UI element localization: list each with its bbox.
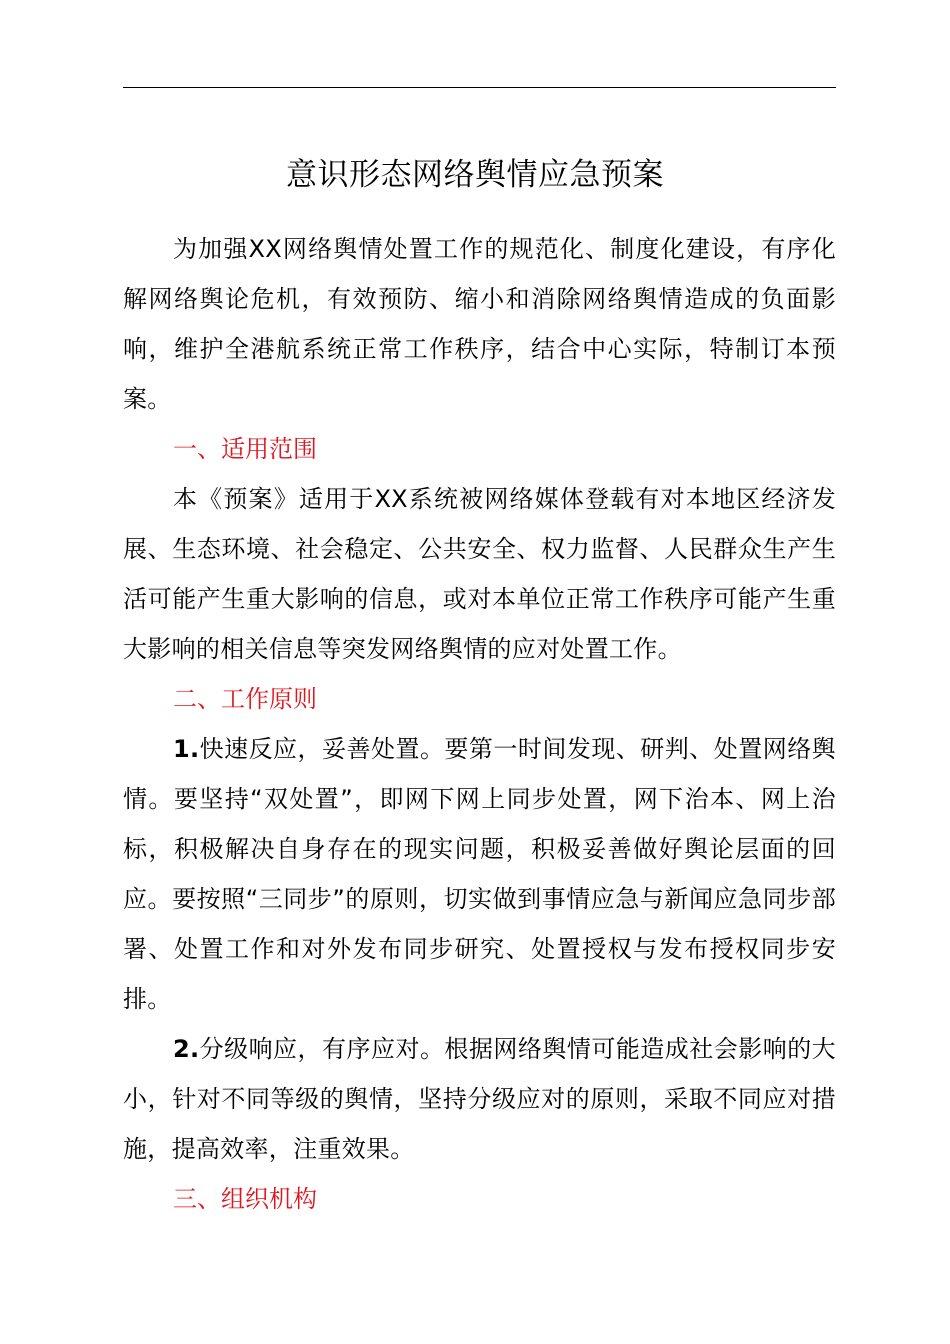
document-body — [123, 224, 836, 1224]
section-heading-scope: 一、适用范围 — [173, 435, 317, 463]
section-heading-organization: 三、组织机构 — [173, 1185, 317, 1213]
principle-number: 2. — [173, 1035, 200, 1063]
section-heading-principles: 二、工作原则 — [173, 685, 317, 713]
intro-paragraph: 为加强XX网络舆情处置工作的规范化、制度化建设，有序化解网络舆论危机，有效预防、缩小和消除网络舆情造成的负面影响，维护全港航系统正常工作秩序，结合中心实际，特制订本预案。 — [123, 235, 836, 413]
principle-item — [123, 724, 836, 1024]
document-title: 意识形态网络舆情应急预案 — [286, 157, 664, 193]
principle-text: 快速反应，妥善处置。要第一时间发现、研判、处置网络舆情。要坚持“双处置”，即网下网上同步处置，网下治本、网上治标，积极解决自身存在的现实问题，积极妥善做好舆论层面的回应。要按照“三同步”的原则，切实做到事情应急与新闻应急同步部署、处置工作和对外发布同步研究、处置授权与发布授权同步安排。 — [123, 735, 836, 1013]
principle-item — [123, 1024, 836, 1174]
principle-text: 分级响应，有序应对。根据网络舆情可能造成社会影响的大小，针对不同等级的舆情，坚持分级应对的原则，采取不同应对措施，提高效率，注重效果。 — [123, 1035, 836, 1163]
principle-number: 1. — [173, 735, 200, 763]
header-rule — [123, 87, 836, 88]
scope-paragraph: 本《预案》适用于XX系统被网络媒体登载有对本地区经济发展、生态环境、社会稳定、公共安全、权力监督、人民群众生产生活可能产生重大影响的信息，或对本单位正常工作秩序可能产生重大影响的相关信息等突发网络舆情的应对处置工作。 — [123, 485, 836, 663]
